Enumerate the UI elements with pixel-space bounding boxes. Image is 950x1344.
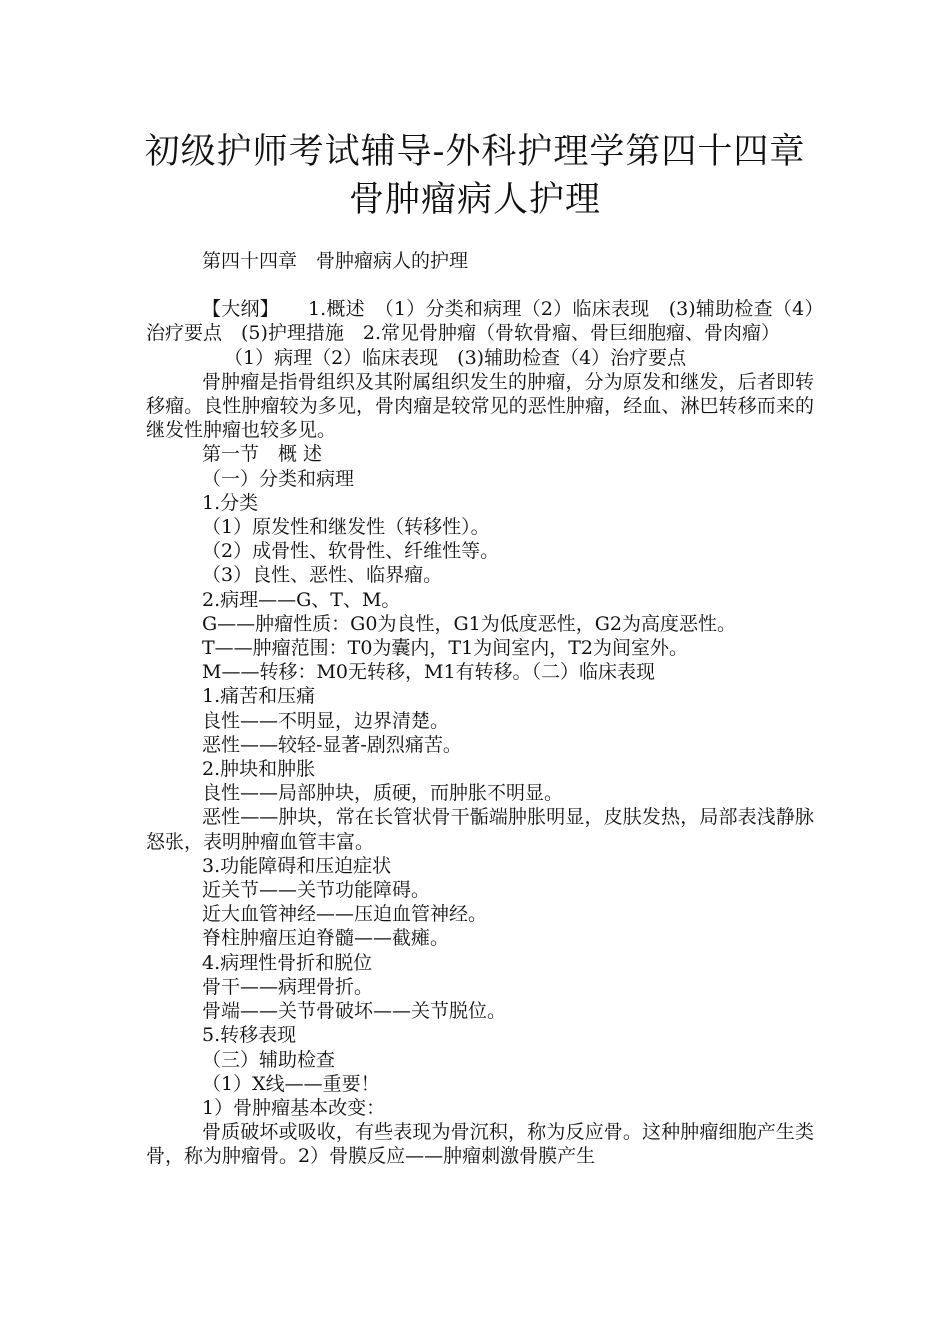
body-paragraph: 骨质破坏或吸收，有些表现为骨沉积，称为反应骨。这种肿瘤细胞产生类骨，称为肿瘤骨。2）骨膜反应——肿瘤刺激骨膜产生 — [146, 1121, 814, 1168]
body-paragraph: 恶性——肿块，常在长管状骨干骺端肿胀明显，皮肤发热，局部表浅静脉怒张，表明肿瘤血管丰富。 — [146, 806, 814, 853]
body-line: （2）成骨性、软骨性、纤维性等。 — [202, 540, 500, 563]
body-line: 良性——局部肿块，质硬，而肿胀不明显。 — [202, 782, 564, 805]
body-line: 1）骨肿瘤基本改变： — [202, 1096, 386, 1119]
body-line: M——转移：M0无转移，M1有转移。（二）临床表现 — [202, 661, 656, 684]
chapter-heading: 第四十四章 骨肿瘤病人的护理 — [202, 250, 469, 272]
section-heading: 第一节 概 述 — [202, 443, 323, 466]
body-line: 近关节——关节功能障碍。 — [202, 879, 431, 902]
document-title-line-2: 骨肿瘤病人护理 — [348, 180, 601, 220]
intro-paragraph: 骨肿瘤是指骨组织及其附属组织发生的肿瘤，分为原发和继发，后者即转移瘤。良性肿瘤较为多见，骨肉瘤是较常见的恶性肿瘤，经血、淋巴转移而来的继发性肿瘤也较多见。 — [146, 370, 814, 442]
body-line: 5.转移表现 — [202, 1024, 297, 1047]
body-line: 1.痛苦和压痛 — [202, 685, 316, 708]
body-line: 2.病理——G、T、M。 — [202, 588, 401, 611]
body-line: 1.分类 — [202, 491, 259, 514]
body-line: 骨端——关节骨破坏——关节脱位。 — [202, 1000, 507, 1023]
body-line: （3）良性、恶性、临界瘤。 — [202, 564, 443, 587]
syllabus-paragraph: 【大纲】 1.概述 （1）分类和病理（2）临床表现 (3)辅助检查（4）治疗要点 (5)护理措施 2.常见骨肿瘤（骨软骨瘤、骨巨细胞瘤、骨肉瘤） — [146, 298, 814, 345]
body-line: 脊柱肿瘤压迫脊髓——截瘫。 — [202, 927, 450, 950]
body-line: （1）X线——重要！ — [202, 1072, 380, 1095]
document-body — [146, 249, 814, 1169]
body-line: 3.功能障碍和压迫症状 — [202, 854, 392, 877]
body-line: 2.肿块和肿胀 — [202, 758, 316, 781]
syllabus-subitems: （1）病理（2）临床表现 (3)辅助检查（4）治疗要点 — [224, 346, 687, 369]
body-line: （1）原发性和继发性（转移性）。 — [202, 516, 490, 539]
body-line: G——肿瘤性质：G0为良性，G1为低度恶性，G2为高度恶性。 — [202, 612, 736, 635]
body-line: 近大血管神经——压迫血管神经。 — [202, 903, 488, 926]
body-line: 良性——不明显，边界清楚。 — [202, 709, 450, 732]
body-line: 骨干——病理骨折。 — [202, 975, 374, 998]
body-line: （一）分类和病理 — [202, 467, 355, 490]
body-line: 恶性——较轻-显著-剧烈痛苦。 — [202, 733, 462, 756]
body-line: T——肿瘤范围：T0为囊内，T1为间室内，T2为间室外。 — [202, 637, 688, 660]
body-line: （三）辅助检查 — [202, 1048, 336, 1071]
body-line: 4.病理性骨折和脱位 — [202, 951, 373, 974]
document-title-line-1: 初级护师考试辅导-外科护理学第四十四章 — [144, 132, 806, 172]
